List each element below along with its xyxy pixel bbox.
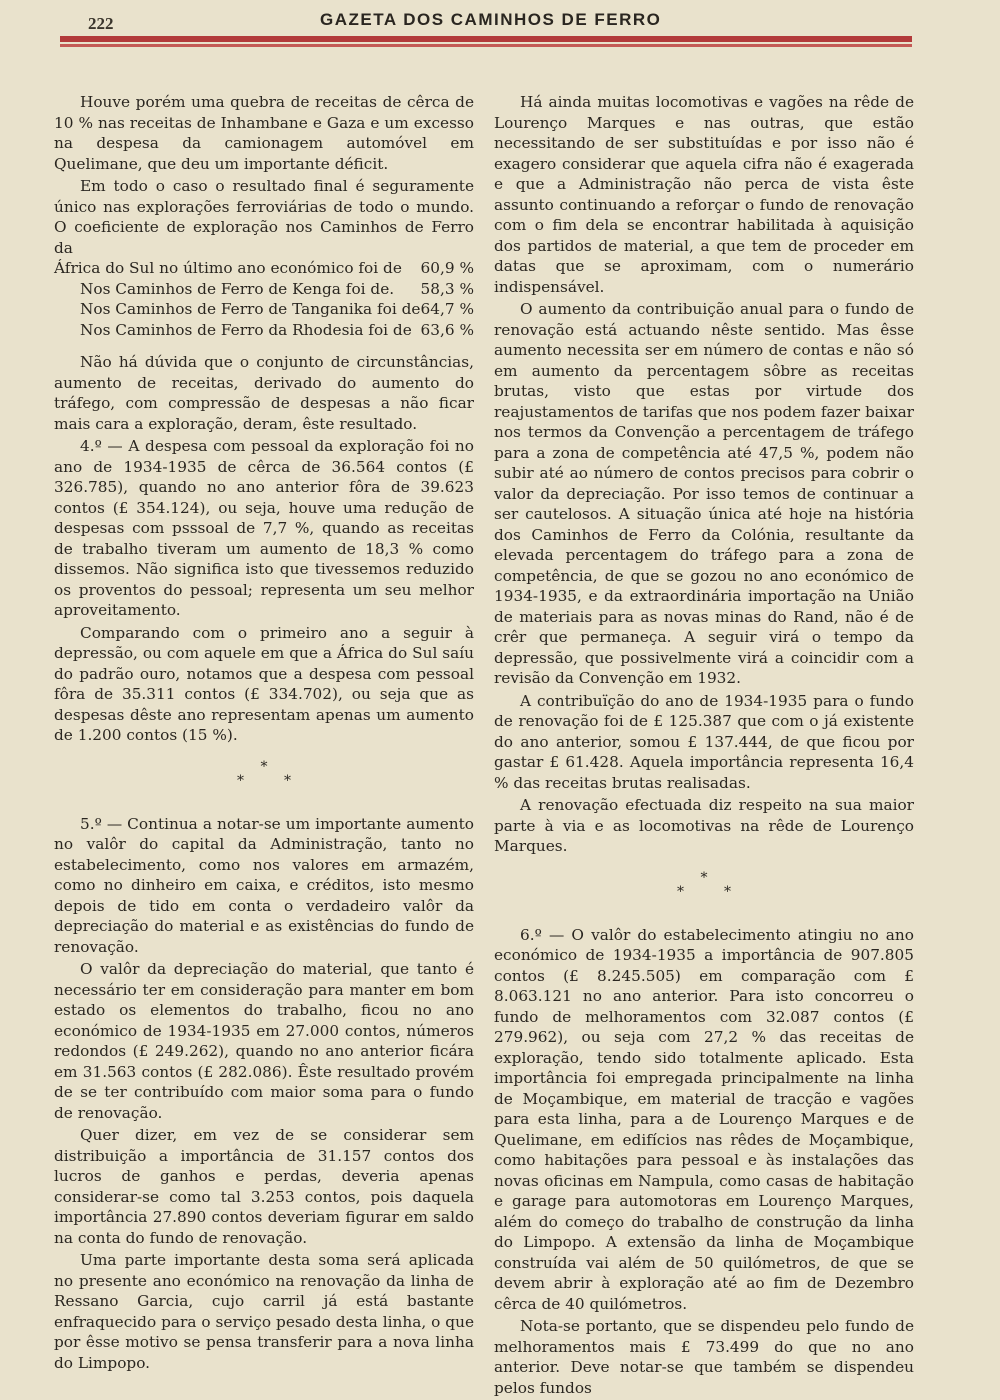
paragraph: O valôr da depreciação do material, que tanto é necessário ter em consideração para manter em bom estado os elementos do trabalho, ficou no ano económico de 1934-1935 em 27.000 contos, números redondos (£ 249.262), quando no ano anterior ficára em 31.563 contos (£ 282.086). Êste resultado provém de se ter contribuído com maior soma para o fundo de renovação. [54, 960, 474, 1122]
header-rule [60, 36, 912, 42]
paragraph: Comparando com o primeiro ano a seguir à depressão, ou com aquele em que a África do Sul saíu do padrão ouro, notamos que a despesa com pessoal fôra de 35.311 contos (£ 334.702), ou seja que as despesas dêste ano representam apenas um aumento de 1.200 contos (15 %). [54, 623, 474, 744]
separator-stars: ** [237, 772, 331, 789]
paragraph: 5.º — Continua a notar-se um importante aumento no valôr do capital da Administração, tanto no estabelecimento, como nos valores em armazém, como no dinheiro em caixa, e créditos, isto mesmo depois de tido em conta o verdadeiro valôr da depreciação do material e as existências do fundo de renovação. [54, 814, 474, 956]
paragraph: Houve porém uma quebra de receitas de cêrca de 10 % nas receitas de Inhambane e Gaza e um excesso na despesa da camionagem automóvel em Quelimane, que deu um importante déficit. [54, 93, 474, 173]
section-separator [54, 760, 474, 788]
paragraph: Quer dizer, em vez de se considerar sem distribuição a importância de 31.157 contos dos lucros de ganhos e perdas, deveria apenas considerar-se como tal 3.253 contos, pois daquela importância 27.890 contos deveriam figurar em saldo na conta do fundo de renovação. [54, 1126, 474, 1247]
coefficient-line [54, 258, 474, 279]
coefficient-label: Nos Caminhos de Ferro de Kenga foi de. [80, 279, 395, 298]
paragraph: A contribuïção do ano de 1934-1935 para o fundo de renovação foi de £ 125.387 que com o já existente do ano anterior, somou £ 137.444, de que ficou por gastar £ 61.428. Aquela importância representa 16,4 % das receitas brutas realisadas. [494, 691, 914, 792]
coefficient-value: 64,7 % [420, 300, 474, 318]
header-rule-secondary [60, 44, 912, 47]
paragraph: A renovação efectuada diz respeito na sua maior parte à via e as locomotivas na rêde de Lourenço Marques. [494, 796, 914, 855]
separator-star: * [700, 869, 708, 886]
paragraph: O aumento da contribuição anual para o fundo de renovação está actuando nêste sentido. Mas êsse aumento necessita ser em número de contas e não só em aumento da percentagem sôbre as receitas brutas, visto que estas por virtude dos reajustamentos de tarifas que nos podem fazer baixar nos termos da Convenção a percentagem de tráfego para a zona de competência até 47,5 %, podem não subir até ao número de contos precisos para cobrir o valor da depreciação. Por isso temos de continuar a ser cautelosos. A situação única até hoje na história dos Caminhos de Ferro da Colónia, resultante da elevada percentagem do tráfego para a zona de competência, de que se gozou no ano económico de 1934-1935, e da extraordinária importação na União de materiais para as novas minas do Rand, não é de crêr que permaneça. A seguir virá o tempo da depressão, que possivelmente virá a coincidir com a revisão da Convenção em 1932. [494, 300, 914, 687]
paragraph: Não há dúvida que o conjunto de circunstâncias, aumento de receitas, derivado do aumento do tráfego, com compressão de despesas a não ficar mais cara a exploração, deram, êste resultado. [54, 353, 474, 433]
paragraph: Nota-se portanto, que se dispendeu pelo fundo de melhoramentos mais £ 73.499 do que no ano anterior. Deve notar-se que também se dispendeu pelos fundos [494, 1317, 914, 1397]
paragraph: Há ainda muitas locomotivas e vagões na rêde de Lourenço Marques e nas outras, que estão necessitando de ser substituídas e por isso não é exagero considerar que aquela cifra não é exagerada e que a Administração não perca de vista êste assunto continuando a reforçar o fundo de renovação com o fim dela se encontrar habilitada à aquisição dos partidos de material, a que tem de proceder em datas que se aproximam, com o numerário indispensável. [494, 93, 914, 296]
page-number: 222 [88, 14, 114, 33]
paragraph: Em todo o caso o resultado final é seguramente único nas explorações ferroviárias de todo o mundo. O coeficiente de exploração nos Caminhos de Ferro da [54, 177, 474, 257]
coefficient-label: África do Sul no último ano económico foi de [54, 259, 402, 277]
coefficient-value: 58,3 % [420, 279, 474, 298]
masthead-title: GAZETA DOS CAMINHOS DE FERRO [320, 10, 662, 29]
coefficient-value: 63,6 % [420, 320, 474, 339]
paragraph: 6.º — O valôr do estabelecimento atingiu no ano económico de 1934-1935 a importância de 907.805 contos (£ 8.245.505) em comparação com £ 8.063.121 no ano anterior. Para isto concorreu o fundo de melhoramentos com 32.087 contos (£ 279.962), ou seja com 27,2 % das receitas de exploração, tendo sido totalmente aplicado. Esta importância foi empregada principalmente na linha de Moçambique, em material de tracção e vagões para esta linha, para a de Lourenço Marques e de Quelimane, em edifícios nas rêdes de Moçambique, como habitações para pessoal e às instalações das novas oficinas em Nampula, como casas de habitação e garage para automotoras em Lourenço Marques, além do começo do trabalho de construção da linha do Limpopo. A extensão da linha de Moçambique construída vai além de 50 quilómetros, de que se devem abrir à exploração até ao fim de Dezembro cêrca de 40 quilómetros. [494, 925, 914, 1313]
separator-star: * [260, 758, 268, 775]
coefficient-line [54, 299, 474, 320]
left-column [54, 92, 474, 1375]
coefficient-label: Nos Caminhos de Ferro da Rhodesia foi de [80, 320, 412, 339]
paragraph: Uma parte importante desta soma será aplicada no presente ano económico na renovação da linha de Ressano Garcia, cujo carril já está bastante enfraquecido para o serviço pesado desta linha, o que por êsse motivo se pensa transferir para a nova linha do Limpopo. [54, 1251, 474, 1372]
coefficient-line [54, 320, 474, 341]
section-separator [494, 871, 914, 899]
coefficient-value: 60,9 % [420, 259, 474, 277]
right-column [494, 92, 914, 1400]
coefficient-line [54, 279, 474, 300]
separator-stars: ** [677, 883, 771, 900]
paragraph: 4.º — A despesa com pessoal da exploração foi no ano de 1934-1935 de cêrca de 36.564 contos (£ 326.785), quando no ano anterior fôra de 39.623 contos (£ 354.124), ou seja, houve uma redução de despesas com psssoal de 7,7 %, quando as receitas de trabalho tiveram um aumento de 18,3 % como dissemos. Não significa isto que tivessemos reduzido os proventos do pessoal; representa um seu melhor aproveitamento. [54, 437, 474, 619]
coefficient-label: Nos Caminhos de Ferro de Tanganika foi de [80, 300, 421, 318]
